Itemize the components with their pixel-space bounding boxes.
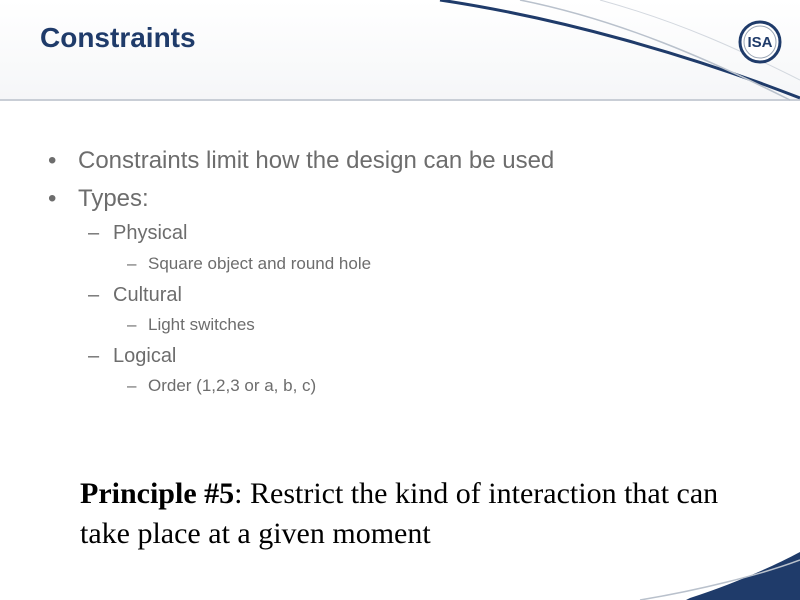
principle-label: Principle #5 (80, 477, 235, 510)
bullet-item-level-2: Physical (113, 222, 188, 244)
bullet-marker: – (88, 222, 100, 244)
bullet-item-level-1: Types: (78, 185, 149, 212)
bullet-item-level-3: Square object and round hole (148, 254, 372, 273)
bullet-item-level-1: Constraints limit how the design can be used (78, 147, 555, 174)
slide-title: Constraints (40, 22, 196, 53)
bullet-marker: • (48, 185, 57, 212)
bullet-item-level-2: Logical (113, 345, 177, 367)
bullet-marker: – (127, 315, 137, 334)
svg-text:ISA: ISA (747, 34, 773, 51)
bullet-item-level-3: Light switches (148, 315, 255, 334)
bullet-marker: – (88, 345, 100, 367)
bullet-marker: – (127, 376, 137, 395)
bullet-marker: • (48, 147, 57, 174)
bullet-marker: – (88, 284, 100, 306)
bullet-marker: – (127, 254, 137, 273)
bullet-item-level-2: Cultural (113, 284, 182, 306)
principle-text: Restrict the kind of interaction that can take place at a given moment (80, 477, 719, 550)
bullet-item-level-3: Order (1,2,3 or a, b, c) (148, 376, 317, 395)
principle-separator: : (234, 477, 243, 510)
